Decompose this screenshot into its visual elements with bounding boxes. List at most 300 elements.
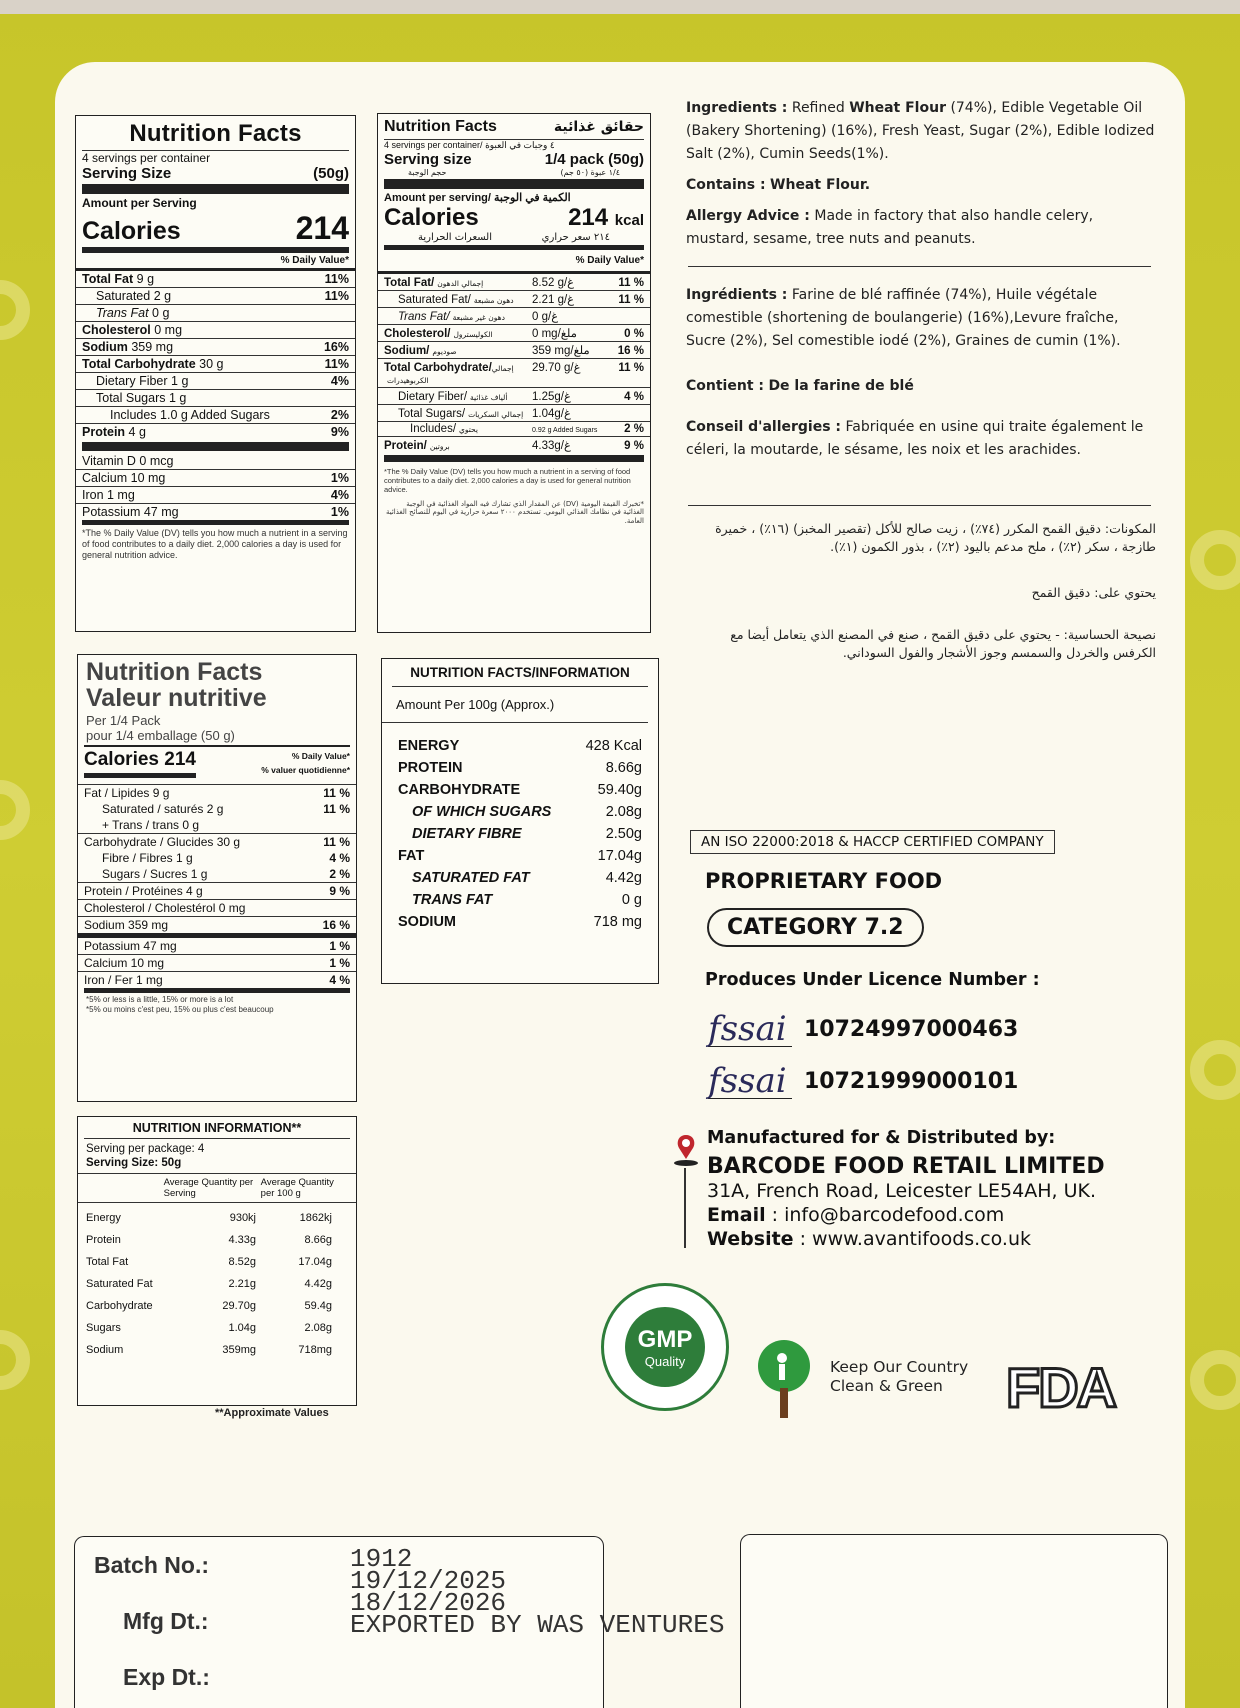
- per-100g-list: [382, 723, 658, 933]
- clean-green-text: Keep Our Country Clean & Green: [830, 1358, 969, 1395]
- nutrient-row: [76, 389, 355, 406]
- nutrient-row: [78, 833, 356, 850]
- contains-paragraph: [686, 174, 1156, 197]
- dv-header: % Daily Value*: [575, 255, 644, 266]
- allergy-paragraph: [686, 205, 1156, 251]
- nutrient-label: DIETARY FIBRE: [412, 826, 522, 842]
- nutrient-row: [378, 387, 650, 404]
- nf-title-row: [378, 118, 650, 136]
- nutrient-amount: 1.25g/غ: [532, 391, 571, 403]
- location-pin-icon: [672, 1133, 700, 1172]
- per-100g-value: 59.4g: [304, 1300, 332, 1312]
- nutrient-row: [378, 358, 650, 387]
- serving-size-label: Serving size: [384, 151, 472, 168]
- per-serving-value: 359mg: [222, 1344, 256, 1356]
- nutrient-row: [378, 271, 650, 290]
- nutrient-label: [384, 391, 524, 403]
- daily-value: 16 %: [617, 345, 644, 357]
- nutrient-amount: 0.92 g Added Sugars: [532, 427, 598, 434]
- nutrient-label: [82, 306, 169, 320]
- table-row: [382, 779, 658, 801]
- nutrient-label: [384, 311, 524, 323]
- nutrient-name-arabic: يحتوي: [459, 425, 478, 434]
- daily-value: 9 %: [624, 440, 644, 452]
- amount-per-100g: Amount Per 100g (Approx.): [382, 687, 648, 723]
- divider-bar: [384, 455, 644, 462]
- nutrient-row: [378, 436, 650, 453]
- nutrient-name: Total Carbohydrate: [82, 357, 196, 371]
- per-100g-title: NUTRITION FACTS/INFORMATION: [392, 665, 648, 687]
- nutrient-name-arabic: إجمالي الكربوهيدرات: [387, 364, 514, 385]
- nutrient-label: Total Fat: [86, 1256, 129, 1268]
- nutrient-amount: 4 g: [128, 425, 146, 439]
- decor-ring: [1190, 1040, 1240, 1100]
- daily-value: 11 %: [323, 802, 350, 816]
- servings-per-package: Serving per package: 4: [86, 1143, 205, 1155]
- nutrient-value: 0 g: [621, 892, 642, 908]
- dv-header: % Daily Value*: [280, 255, 349, 266]
- nutrient-label: + Trans / trans 0 g: [102, 818, 200, 832]
- fda-logo-icon: FDA: [1006, 1356, 1116, 1419]
- calories-arabic-row: [378, 232, 650, 245]
- batch-stamp: [350, 1544, 725, 1640]
- decor-ring: [1190, 1350, 1240, 1410]
- nutrient-row: [76, 406, 355, 423]
- nutrient-value: 8.66g: [605, 760, 642, 776]
- table-row: [382, 889, 658, 911]
- nutrient-row: [78, 817, 356, 833]
- batch-number: 1912: [350, 1544, 413, 1574]
- contains-label: Contains :: [686, 177, 766, 193]
- nutrition-information-table: [77, 1116, 357, 1406]
- gmp-quality-text: Quality: [644, 1353, 686, 1369]
- per-serving-value: 8.52g: [228, 1256, 256, 1268]
- calories-value-arabic: ٢١٤ سعر حراري: [541, 232, 610, 243]
- nutrient-row: [378, 404, 650, 421]
- nutrient-label: [82, 272, 154, 286]
- nutrient-name: Trans Fat: [96, 306, 149, 320]
- nutrient-amount: 359 mg/ملغ: [532, 345, 590, 357]
- gmp-badge-icon: [601, 1283, 729, 1411]
- dv-footnote-arabic: *تخبرك القيمة اليومية (DV) عن المقدار الذي تشارك فيه المواد الغذائية في الوجبة الغذائية في نظامك الغذائي اليومي. تستخدم ٢٠٠٠ سعرة حرارية في اليوم للنصائح الغذائية العامة.: [385, 500, 644, 525]
- licence-number: 10721999000101: [804, 1069, 1019, 1094]
- nutrient-row: [78, 866, 356, 882]
- dv-footnote: *The % Daily Value (DV) tells you how much a nutrient in a serving of food contributes to a daily diet. 2,000 calories a day is used for general nutrition advice.: [384, 467, 631, 494]
- nutrient-row: [76, 338, 355, 355]
- decor-ring: [1190, 530, 1240, 590]
- nutrient-row: [78, 784, 356, 801]
- ingredients-pre: Refined: [791, 100, 845, 116]
- mineral-row: [76, 469, 355, 486]
- nutrient-label: SATURATED FAT: [412, 870, 530, 886]
- allergy-label: Conseil d'allergies :: [686, 419, 842, 435]
- calories-label: Calories: [384, 204, 479, 231]
- nutrient-amount: 9 g: [136, 272, 155, 286]
- iso-certified-badge: AN ISO 22000:2018 & HACCP CERTIFIED COMPANY: [690, 830, 1055, 854]
- nutrient-label: Protein: [86, 1234, 121, 1246]
- nf-title-arabic: حقائق غذائية: [553, 119, 644, 135]
- fssai-logo-icon: fssai: [708, 1012, 792, 1047]
- approximate-values-note: **Approximate Values: [215, 1407, 329, 1419]
- nutrient-amount: 1 g: [168, 391, 187, 405]
- ingredients-fr: [686, 284, 1156, 462]
- table-row: [78, 1251, 356, 1273]
- servings-per-container: 4 servings per container/ ٤ وجبات في العبوة: [384, 139, 644, 151]
- nutrient-value: 2.08g: [605, 804, 642, 820]
- fssai-licence-2: [708, 1061, 1019, 1101]
- nutrient-name: Dietary Fiber: [96, 374, 168, 388]
- daily-value: 16%: [323, 340, 349, 354]
- nutrient-value: 2.50g: [605, 826, 642, 842]
- nutrient-label: [82, 374, 188, 388]
- licence-label: Produces Under Licence Number :: [705, 970, 1040, 990]
- divider-line: [684, 1168, 686, 1248]
- nutrient-amount: 0 mg/ملغ: [532, 328, 577, 340]
- dv-en: % Daily Value*: [291, 750, 350, 761]
- daily-value: 1%: [330, 505, 349, 519]
- divider-line: [688, 505, 1151, 506]
- nutrient-value: 428 Kcal: [585, 738, 642, 754]
- footnote-en: *5% or less is a little, 15% or more is a lot: [86, 995, 234, 1004]
- nutrient-label: Fibre / Fibres 1 g: [102, 851, 193, 865]
- daily-value: 2%: [330, 408, 349, 422]
- calories-value: 214: [295, 210, 349, 246]
- daily-value: 4%: [330, 488, 349, 502]
- nutrient-row: [76, 372, 355, 389]
- daily-value: 0 %: [624, 328, 644, 340]
- per-100g-value: 17.04g: [298, 1256, 332, 1268]
- nutrient-row: [378, 307, 650, 324]
- per-serving-fr: pour 1/4 emballage (50 g): [86, 728, 235, 743]
- nutrient-label: Energy: [86, 1212, 121, 1224]
- allergy-label: Allergy Advice :: [686, 208, 810, 224]
- nutrient-label: [384, 328, 524, 340]
- nutrient-amount: 4.33g/غ: [532, 440, 571, 452]
- distributor-heading: Manufactured for & Distributed by:: [707, 1128, 1056, 1148]
- per-100g-value: 1862kj: [299, 1212, 332, 1224]
- nutrient-label: Sugars: [86, 1322, 121, 1334]
- nf-title-fr: Valeur nutritive: [86, 684, 267, 712]
- nutrient-value: 59.40g: [597, 782, 642, 798]
- nutrient-name: Total Sugars/: [398, 408, 466, 420]
- serving-size-row: [76, 165, 355, 182]
- nutrient-row: [78, 933, 356, 954]
- nutrition-per-100g-table: [381, 658, 659, 984]
- contains-value: Wheat Flour.: [770, 177, 871, 193]
- nutrient-name: Total Fat: [82, 272, 134, 286]
- nutrient-row: [76, 287, 355, 304]
- distributor-block: Manufactured for & Distributed by: BARCODE FOOD RETAIL LIMITED 31A, French Road, Leicester LE54AH, UK. Email : info@barcodefood.com Website : www.avantifoods.co.uk: [707, 1128, 1105, 1250]
- proprietary-food-heading: PROPRIETARY FOOD: [705, 869, 943, 893]
- allergy-arabic: نصيحة الحساسية: - يحتوي على دقيق القمح ، صنع في المصنع الذي يتعامل أيضا مع الكرفس والخردل والسمسم وجوز الأشجار والفول السوداني.: [730, 627, 1156, 660]
- nutrient-label: Fat / Lipides 9 g: [84, 786, 170, 800]
- decor-ring: [0, 780, 30, 840]
- serving-size-row: [378, 151, 650, 168]
- ingredients-allergen: Wheat Flour: [849, 100, 946, 116]
- table-row: [382, 867, 658, 889]
- daily-value: 4 %: [624, 391, 644, 403]
- table-row: [382, 845, 658, 867]
- footnote-fr: *5% ou moins c'est peu, 15% ou plus c'est beaucoup: [86, 1004, 274, 1014]
- nutrient-amount: 8.52 g/غ: [532, 277, 575, 289]
- table-row: [382, 911, 658, 933]
- nutrient-row: [76, 355, 355, 372]
- table-row: [382, 823, 658, 845]
- daily-value: 1 %: [329, 956, 350, 970]
- nutrient-value: 4.42g: [605, 870, 642, 886]
- per-serving-value: 930kj: [229, 1212, 256, 1224]
- daily-value: 11%: [324, 272, 349, 286]
- ingredients-paragraph: [686, 284, 1156, 353]
- calories-row: [378, 204, 650, 232]
- nutrient-value: 718 mg: [593, 914, 642, 930]
- per-100g-value: 8.66g: [304, 1234, 332, 1246]
- daily-value: 16 %: [322, 918, 350, 932]
- nutrient-label: Iron / Fer 1 mg: [84, 973, 163, 987]
- nutrient-name: Cholesterol: [82, 323, 151, 337]
- per-serving-value: 2.21g: [228, 1278, 256, 1290]
- nutrient-label: [82, 340, 173, 354]
- nutrient-label: OF WHICH SUGARS: [412, 804, 552, 820]
- nutrient-name-arabic: دهون مشبعة: [473, 296, 514, 305]
- table-row: [382, 757, 658, 779]
- table-row: [78, 1207, 356, 1229]
- table-row: [382, 801, 658, 823]
- website-link[interactable]: www.avantifoods.co.uk: [812, 1228, 1032, 1250]
- nutrient-row: [78, 954, 356, 971]
- nutrient-name: Includes 1.0 g Added Sugars: [110, 408, 270, 422]
- nutrient-name: Protein/: [384, 440, 427, 452]
- column-header-serving: Average Quantity per Serving: [163, 1177, 254, 1199]
- category-badge: CATEGORY 7.2: [707, 908, 924, 947]
- nutrient-row: [78, 916, 356, 933]
- nutrient-label: Calcium 10 mg: [84, 956, 165, 970]
- nutrient-label: [384, 423, 524, 435]
- serving-size-value: 1/4 pack (50g): [544, 151, 644, 168]
- dv-fr: % valuer quotidienne*: [261, 764, 350, 775]
- divider-bar: [82, 184, 349, 194]
- daily-value: 11 %: [618, 362, 644, 374]
- nutrient-list: [78, 784, 356, 988]
- serving-size-label: Serving Size: [82, 165, 172, 182]
- daily-value: 11%: [324, 289, 349, 303]
- allergy-text: Fabriquée en usine qui traite également le céleri, la moutarde, le sésame, les noix et les arachides.: [686, 419, 1144, 458]
- nutrient-list: [378, 271, 650, 453]
- allergy-text: Made in factory that also handle celery, mustard, sesame, tree nuts and peanuts.: [686, 208, 1094, 247]
- exporter-stamp: EXPORTED BY WAS VENTURES: [350, 1610, 725, 1640]
- nutrient-name: Saturated Fat/: [398, 294, 471, 306]
- nutrient-row: [378, 341, 650, 358]
- nutrient-amount: 0 mg: [154, 323, 183, 337]
- nutrient-row: [378, 290, 650, 307]
- nutrient-row: [78, 882, 356, 899]
- calories-value: 214: [568, 204, 609, 231]
- mineral-label: Potassium 47 mg: [82, 505, 179, 519]
- nutrient-name-arabic: إجمالي السكريات: [468, 410, 524, 419]
- nf-title-en: Nutrition Facts: [86, 658, 263, 686]
- nutrient-name: Protein: [82, 425, 126, 439]
- daily-value: 9 %: [329, 884, 350, 898]
- exp-date-label: Exp Dt.:: [123, 1664, 210, 1690]
- amount-per-serving: Amount per serving/ الكمية في الوجبة: [384, 192, 571, 204]
- ingredients-ar: [686, 520, 1156, 662]
- nutrient-label: TRANS FAT: [412, 892, 493, 908]
- decor-ring: [0, 280, 30, 340]
- table-body: [78, 1203, 356, 1361]
- nutrient-amount: 0 g/غ: [532, 311, 559, 323]
- nutrient-label: Protein / Protéines 4 g: [84, 884, 203, 898]
- divider-line: [688, 266, 1151, 267]
- blank-price-box: [740, 1534, 1168, 1708]
- table-row: [78, 1339, 356, 1361]
- nutrient-amount: 2.21 g/غ: [532, 294, 575, 306]
- table-row: [78, 1273, 356, 1295]
- nutrient-amount: 29.70 g/غ: [532, 362, 581, 374]
- mfg-date-label: Mfg Dt.:: [123, 1608, 209, 1634]
- ingredients-label: Ingrédients :: [686, 287, 788, 303]
- batch-label: Batch No.:: [94, 1552, 209, 1578]
- nutrient-name: Total Sugars: [96, 391, 166, 405]
- nutrient-name: Total Fat/: [384, 277, 435, 289]
- per-100g-value: 718mg: [298, 1344, 332, 1356]
- nutrient-label: CARBOHYDRATE: [398, 782, 521, 798]
- nutrient-label: Sodium: [86, 1344, 124, 1356]
- daily-value: 2 %: [624, 423, 644, 435]
- daily-value: 2 %: [329, 867, 350, 881]
- divider-bar: [384, 179, 644, 189]
- per-serving-value: 1.04g: [228, 1322, 256, 1334]
- nutrient-label: [384, 294, 524, 306]
- mineral-label: Vitamin D 0 mcg: [82, 454, 174, 468]
- mineral-list: [76, 453, 355, 520]
- nutrient-label: SODIUM: [398, 914, 456, 930]
- serving-size-arabic: حجم الوجبة: [408, 168, 447, 177]
- pack-top-edge: [0, 0, 1240, 14]
- contains-arabic: يحتوي على: دقيق القمح: [1031, 585, 1156, 600]
- nutrient-name: Trans Fat/: [398, 311, 450, 323]
- nutrient-label: [384, 408, 524, 420]
- calories-row: [76, 210, 355, 247]
- nutrition-information-title: NUTRITION INFORMATION**: [84, 1121, 350, 1139]
- canada-nutrition-facts: [77, 654, 357, 1102]
- table-header: [78, 1174, 356, 1203]
- nutrient-label: Carbohydrate: [86, 1300, 153, 1312]
- nutrient-row: [78, 801, 356, 817]
- nutrient-label: [82, 323, 182, 337]
- nutrient-row: [78, 971, 356, 988]
- nutrient-label: Sugars / Sucres 1 g: [102, 867, 208, 881]
- daily-value: 4 %: [329, 973, 350, 987]
- nutrient-name-arabic: ألياف غذائية: [470, 393, 508, 402]
- fssai-licence-1: [708, 1009, 1019, 1049]
- calories-unit: kcal: [614, 212, 644, 229]
- daily-value: 1 %: [329, 939, 350, 953]
- nutrient-row: [76, 304, 355, 321]
- licence-number: 10724997000463: [804, 1017, 1019, 1042]
- email-link[interactable]: info@barcodefood.com: [784, 1204, 1005, 1226]
- per-serving-value: 4.33g: [228, 1234, 256, 1246]
- nutrient-name: Total Carbohydrate/: [384, 362, 492, 374]
- daily-value: 11%: [324, 357, 349, 371]
- nutrient-label: ENERGY: [398, 738, 460, 754]
- nutrient-row: [78, 899, 356, 916]
- nutrient-label: Sodium 359 mg: [84, 918, 169, 932]
- tree-icon: [752, 1338, 816, 1427]
- nutrient-label: Saturated Fat: [86, 1278, 153, 1290]
- serving-size-value: (50g): [313, 165, 349, 182]
- calories-label: Calories 214: [84, 747, 196, 778]
- nutrient-name: Sodium: [82, 340, 128, 354]
- mineral-label: Iron 1 mg: [82, 488, 135, 502]
- ingredients-text: (74%), Edible Vegetable Oil (Bakery Shortening) (16%), Fresh Yeast, Sugar (2%), Edible Iodized Salt (2%), Cumin Seeds(1%).: [686, 100, 1155, 162]
- nutrient-label: FAT: [398, 848, 425, 864]
- nutrient-label: Carbohydrate / Glucides 30 g: [84, 835, 241, 849]
- table-row: [382, 735, 658, 757]
- decor-ring: [0, 1330, 30, 1390]
- calories-row: [84, 745, 350, 778]
- nutrient-row: [76, 423, 355, 440]
- nutrient-row: [378, 324, 650, 341]
- column-header-100g: Average Quantity per 100 g: [260, 1177, 334, 1199]
- mineral-row: [76, 486, 355, 503]
- nutrient-name: Includes/: [410, 423, 457, 435]
- nutrient-amount: 1 g: [171, 374, 189, 388]
- divider-bar: [82, 442, 349, 451]
- nutrient-label: [82, 391, 186, 405]
- contains-paragraph: [686, 375, 1156, 398]
- nutrient-row: [378, 421, 650, 436]
- nutrient-name-arabic: بروتين: [429, 442, 450, 451]
- calories-label: Calories: [82, 217, 181, 245]
- mineral-row: [76, 503, 355, 520]
- gmp-inner: [625, 1307, 705, 1387]
- nf-title: Nutrition Facts: [384, 118, 497, 135]
- exp-date: 18/12/2026: [350, 1588, 507, 1618]
- daily-value: 11 %: [618, 277, 644, 289]
- nutrient-label: Potassium 47 mg: [84, 939, 177, 953]
- daily-value: 11 %: [323, 786, 350, 800]
- nutrient-label: [82, 289, 171, 303]
- servings-per-container: 4 servings per container: [82, 150, 349, 165]
- nutrient-label: [82, 425, 146, 439]
- amount-per-serving: Amount per Serving: [82, 196, 197, 210]
- nutrient-name-arabic: إجمالي الدهون: [437, 279, 484, 288]
- nutrient-row: [76, 321, 355, 338]
- daily-value: 9%: [330, 425, 349, 439]
- mineral-row: [76, 453, 355, 469]
- nutrient-value: 17.04g: [597, 848, 642, 864]
- fssai-logo-icon: fssai: [708, 1064, 792, 1099]
- contains-value: De la farine de blé: [768, 378, 914, 394]
- dv-footnote: *The % Daily Value (DV) tells you how much a nutrient in a serving of food contributes to a daily diet. 2,000 calories a day is used for general nutrition advice.: [82, 528, 348, 560]
- nutrient-label: Cholesterol / Cholestérol 0 mg: [84, 901, 246, 915]
- daily-value: 4%: [330, 374, 349, 388]
- nutrient-label: [82, 408, 270, 422]
- ingredients-en: [686, 97, 1156, 251]
- table-row: [78, 1295, 356, 1317]
- nutrient-label: [384, 277, 524, 289]
- arabic-nutrition-facts: [377, 113, 651, 633]
- nutrient-name-arabic: صوديوم: [432, 347, 457, 356]
- nf-title: Nutrition Facts: [129, 120, 302, 147]
- nutrient-amount: 2 g: [153, 289, 172, 303]
- calories-arabic: السعرات الحرارية: [418, 232, 493, 243]
- nutrient-row: [78, 850, 356, 866]
- mineral-label: Calcium 10 mg: [82, 471, 166, 485]
- per-serving-en: Per 1/4 Pack: [86, 713, 161, 728]
- serving-size-arabic-row: [378, 168, 650, 177]
- serving-size: Serving Size: 50g: [78, 1155, 356, 1174]
